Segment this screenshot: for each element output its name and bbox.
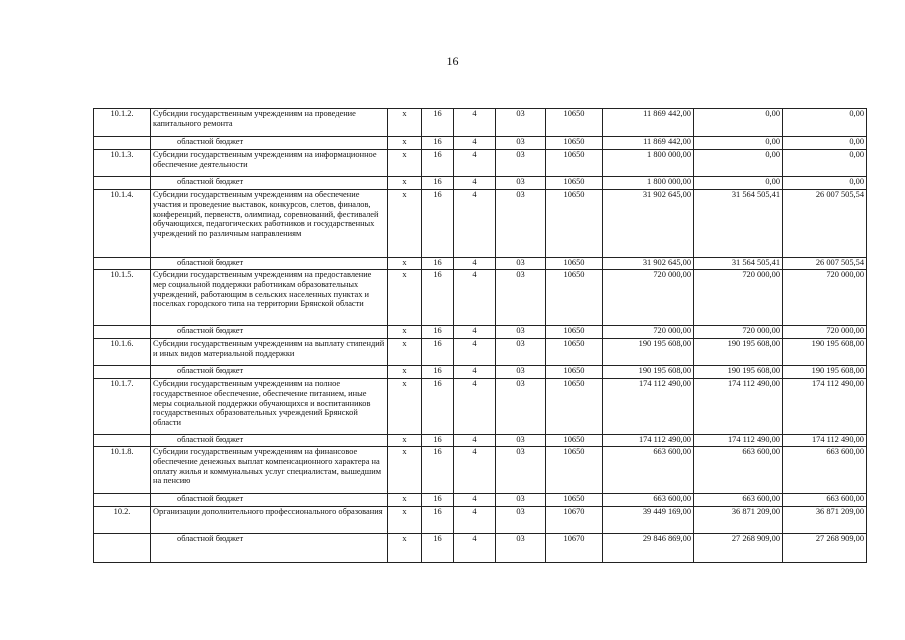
cell-code-section: 4: [454, 379, 496, 435]
row-number: 10.1.6.: [94, 339, 151, 366]
cell-value-year3: 720 000,00: [783, 326, 867, 339]
cell-code-ministry: 16: [422, 379, 454, 435]
cell-value-year2: 31 564 505,41: [694, 190, 783, 258]
cell-value-year2: 36 871 209,00: [694, 507, 783, 534]
cell-code-subsection: 03: [496, 379, 546, 435]
cell-code-target: 10650: [546, 137, 603, 150]
table-row: [94, 190, 867, 258]
cell-value-year3: 26 007 505,54: [783, 258, 867, 270]
cell-value-year2: 0,00: [694, 150, 783, 177]
cell-value-year3: 720 000,00: [783, 270, 867, 326]
cell-code-section: 4: [454, 339, 496, 366]
cell-code-subsection: 03: [496, 534, 546, 563]
cell-value-year1: 190 195 608,00: [603, 339, 694, 366]
cell-value-year2: 720 000,00: [694, 270, 783, 326]
cell-value-year3: 190 195 608,00: [783, 339, 867, 366]
cell-value-year1: 190 195 608,00: [603, 366, 694, 379]
cell-code-x: х: [388, 366, 422, 379]
table-row-budget-source: [94, 494, 867, 507]
cell-code-subsection: 03: [496, 137, 546, 150]
table-row-budget-source: [94, 435, 867, 447]
cell-code-subsection: 03: [496, 190, 546, 258]
cell-code-subsection: 03: [496, 177, 546, 190]
cell-code-x: х: [388, 326, 422, 339]
cell-value-year3: 0,00: [783, 137, 867, 150]
cell-code-subsection: 03: [496, 150, 546, 177]
table-body: [94, 109, 867, 563]
cell-value-year1: 720 000,00: [603, 326, 694, 339]
cell-value-year1: 31 902 645,00: [603, 190, 694, 258]
cell-code-x: х: [388, 447, 422, 494]
cell-code-section: 4: [454, 150, 496, 177]
cell-code-target: 10650: [546, 258, 603, 270]
table-row: [94, 150, 867, 177]
row-name: областной бюджет: [151, 534, 388, 563]
cell-value-year2: 31 564 505,41: [694, 258, 783, 270]
cell-value-year2: 663 600,00: [694, 494, 783, 507]
cell-value-year1: 29 846 869,00: [603, 534, 694, 563]
cell-code-ministry: 16: [422, 507, 454, 534]
cell-code-target: 10650: [546, 435, 603, 447]
row-name: Субсидии государственным учреждениям на полное государственное обеспечение, обеспечение питанием, иные меры социальной поддержки обучающихся и воспитанников государственных образовательных учреждений Брянской области: [151, 379, 388, 435]
cell-value-year1: 31 902 645,00: [603, 258, 694, 270]
cell-value-year3: 663 600,00: [783, 447, 867, 494]
cell-code-ministry: 16: [422, 190, 454, 258]
cell-code-section: 4: [454, 137, 496, 150]
cell-value-year1: 174 112 490,00: [603, 435, 694, 447]
cell-value-year1: 1 800 000,00: [603, 150, 694, 177]
cell-code-x: х: [388, 507, 422, 534]
cell-code-target: 10650: [546, 326, 603, 339]
cell-code-ministry: 16: [422, 326, 454, 339]
cell-value-year2: 174 112 490,00: [694, 435, 783, 447]
cell-value-year2: 174 112 490,00: [694, 379, 783, 435]
page-number: 16: [446, 54, 459, 68]
cell-value-year3: 174 112 490,00: [783, 435, 867, 447]
row-name: областной бюджет: [151, 137, 388, 150]
cell-value-year2: 0,00: [694, 109, 783, 137]
cell-value-year1: 663 600,00: [603, 494, 694, 507]
cell-value-year1: 663 600,00: [603, 447, 694, 494]
table-row: [94, 270, 867, 326]
row-name: Субсидии государственным учреждениям на информационное обеспечение деятельности: [151, 150, 388, 177]
table-row-budget-source: [94, 534, 867, 563]
cell-code-x: х: [388, 177, 422, 190]
cell-value-year1: 720 000,00: [603, 270, 694, 326]
cell-code-section: 4: [454, 190, 496, 258]
cell-code-subsection: 03: [496, 326, 546, 339]
cell-code-ministry: 16: [422, 109, 454, 137]
cell-code-ministry: 16: [422, 150, 454, 177]
cell-code-subsection: 03: [496, 270, 546, 326]
cell-code-ministry: 16: [422, 270, 454, 326]
row-name: Субсидии государственным учреждениям на предоставление мер социальной поддержки работникам образовательных учреждений, работающим в сельских населенных пунктах и поселках городского типа на территории Брянской области: [151, 270, 388, 326]
row-number: [94, 435, 151, 447]
table-row: [94, 507, 867, 534]
cell-code-subsection: 03: [496, 366, 546, 379]
cell-code-x: х: [388, 494, 422, 507]
row-name: областной бюджет: [151, 326, 388, 339]
cell-code-target: 10670: [546, 534, 603, 563]
cell-code-x: х: [388, 150, 422, 177]
cell-value-year3: 0,00: [783, 150, 867, 177]
cell-value-year3: 36 871 209,00: [783, 507, 867, 534]
row-name: областной бюджет: [151, 177, 388, 190]
cell-value-year3: 27 268 909,00: [783, 534, 867, 563]
table-row-budget-source: [94, 326, 867, 339]
row-number: [94, 177, 151, 190]
cell-value-year1: 39 449 169,00: [603, 507, 694, 534]
cell-value-year2: 190 195 608,00: [694, 366, 783, 379]
table-row: [94, 379, 867, 435]
cell-code-x: х: [388, 137, 422, 150]
cell-code-target: 10650: [546, 177, 603, 190]
cell-value-year3: 190 195 608,00: [783, 366, 867, 379]
cell-code-ministry: 16: [422, 339, 454, 366]
row-number: 10.1.7.: [94, 379, 151, 435]
cell-code-subsection: 03: [496, 339, 546, 366]
row-name: Организации дополнительного профессионального образования: [151, 507, 388, 534]
cell-code-ministry: 16: [422, 435, 454, 447]
row-number: 10.2.: [94, 507, 151, 534]
row-number: [94, 534, 151, 563]
row-name: областной бюджет: [151, 366, 388, 379]
cell-code-subsection: 03: [496, 109, 546, 137]
cell-value-year3: 174 112 490,00: [783, 379, 867, 435]
cell-code-subsection: 03: [496, 507, 546, 534]
cell-value-year2: 720 000,00: [694, 326, 783, 339]
cell-code-target: 10650: [546, 150, 603, 177]
cell-code-ministry: 16: [422, 534, 454, 563]
row-number: [94, 258, 151, 270]
row-number: 10.1.8.: [94, 447, 151, 494]
cell-value-year2: 190 195 608,00: [694, 339, 783, 366]
cell-code-section: 4: [454, 435, 496, 447]
cell-value-year2: 663 600,00: [694, 447, 783, 494]
cell-code-ministry: 16: [422, 366, 454, 379]
cell-code-subsection: 03: [496, 435, 546, 447]
table-row-budget-source: [94, 177, 867, 190]
table-row-budget-source: [94, 366, 867, 379]
cell-code-subsection: 03: [496, 258, 546, 270]
cell-code-target: 10650: [546, 379, 603, 435]
cell-code-section: 4: [454, 507, 496, 534]
row-number: 10.1.3.: [94, 150, 151, 177]
row-name: Субсидии государственным учреждениям на выплату стипендий и иных видов материальной поддержки: [151, 339, 388, 366]
cell-value-year1: 1 800 000,00: [603, 177, 694, 190]
cell-code-target: 10650: [546, 366, 603, 379]
cell-code-section: 4: [454, 326, 496, 339]
cell-code-section: 4: [454, 534, 496, 563]
cell-code-ministry: 16: [422, 447, 454, 494]
cell-code-section: 4: [454, 177, 496, 190]
cell-code-ministry: 16: [422, 258, 454, 270]
table-row-budget-source: [94, 137, 867, 150]
cell-code-subsection: 03: [496, 494, 546, 507]
row-number: [94, 326, 151, 339]
row-number: [94, 494, 151, 507]
budget-table: [93, 108, 867, 563]
cell-code-section: 4: [454, 447, 496, 494]
row-number: 10.1.4.: [94, 190, 151, 258]
cell-code-target: 10650: [546, 270, 603, 326]
row-number: 10.1.2.: [94, 109, 151, 137]
cell-code-x: х: [388, 339, 422, 366]
cell-code-x: х: [388, 534, 422, 563]
row-number: [94, 137, 151, 150]
row-name: Субсидии государственным учреждениям на обеспечение участия и проведение выставок, конкурсов, слетов, финалов, конференций, первенств, олимпиад, соревнований, фестивалей обучающихся, педагогических работников и государственных учреждений по различным направлениям: [151, 190, 388, 258]
cell-code-ministry: 16: [422, 137, 454, 150]
cell-code-target: 10670: [546, 507, 603, 534]
cell-value-year1: 11 869 442,00: [603, 137, 694, 150]
cell-value-year3: 0,00: [783, 177, 867, 190]
cell-value-year2: 0,00: [694, 177, 783, 190]
cell-value-year1: 174 112 490,00: [603, 379, 694, 435]
cell-value-year3: 663 600,00: [783, 494, 867, 507]
cell-value-year2: 27 268 909,00: [694, 534, 783, 563]
cell-code-x: х: [388, 270, 422, 326]
cell-code-section: 4: [454, 258, 496, 270]
row-name: Субсидии государственным учреждениям на финансовое обеспечение денежных выплат компенсационного характера на оплату жилья и коммунальных услуг специалистам, вышедшим на пенсию: [151, 447, 388, 494]
cell-code-ministry: 16: [422, 177, 454, 190]
cell-code-x: х: [388, 379, 422, 435]
cell-code-section: 4: [454, 494, 496, 507]
table-row: [94, 447, 867, 494]
row-name: Субсидии государственным учреждениям на проведение капитального ремонта: [151, 109, 388, 137]
table-row-budget-source: [94, 258, 867, 270]
cell-code-target: 10650: [546, 190, 603, 258]
row-number: 10.1.5.: [94, 270, 151, 326]
table-row: [94, 339, 867, 366]
cell-code-target: 10650: [546, 109, 603, 137]
cell-value-year2: 0,00: [694, 137, 783, 150]
row-name: областной бюджет: [151, 494, 388, 507]
cell-value-year1: 11 869 442,00: [603, 109, 694, 137]
cell-code-section: 4: [454, 270, 496, 326]
cell-code-target: 10650: [546, 339, 603, 366]
cell-code-x: х: [388, 190, 422, 258]
cell-code-subsection: 03: [496, 447, 546, 494]
cell-code-section: 4: [454, 366, 496, 379]
cell-code-x: х: [388, 435, 422, 447]
cell-code-section: 4: [454, 109, 496, 137]
cell-value-year3: 0,00: [783, 109, 867, 137]
cell-code-target: 10650: [546, 447, 603, 494]
cell-code-ministry: 16: [422, 494, 454, 507]
table-row: [94, 109, 867, 137]
row-name: областной бюджет: [151, 435, 388, 447]
cell-code-x: х: [388, 109, 422, 137]
cell-code-target: 10650: [546, 494, 603, 507]
cell-value-year3: 26 007 505,54: [783, 190, 867, 258]
row-name: областной бюджет: [151, 258, 388, 270]
cell-code-x: х: [388, 258, 422, 270]
row-number: [94, 366, 151, 379]
